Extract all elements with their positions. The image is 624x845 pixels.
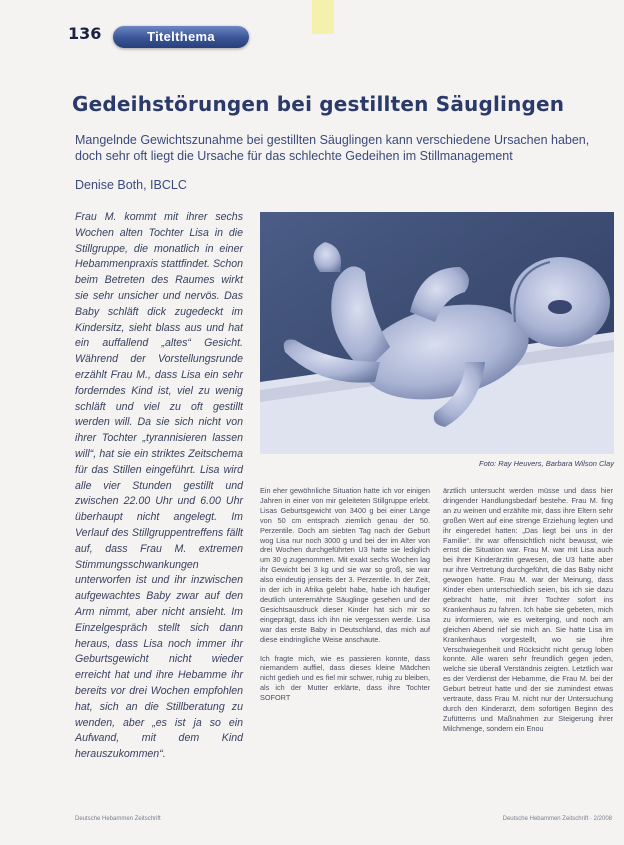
intro-text: Frau M. kommt mit ihrer sechs Wochen alten Tochter Lisa in die Stillgruppe, die monatlich in einer Hebammenpraxis stattfindet. Schon beim Betreten des Raumes wirkt sie sehr unsicher und nervös. Das Baby schläft dick zugedeckt im Kindersitz, sieht blass aus und hat ein auffallend „altes“ Gesicht. Während der Vorstellungsrunde erzählt Frau M., dass Lisa ein sehr forderndes Kind ist, viel zu wenig schläft und viel zu oft gestillt werden will. Da sie sich nicht von ihrer Tochter „tyrannisieren lassen will“, hat sie ein striktes Zeitschema für das Stillen eingeführt. Lisa wird alle vier Stunden gestillt und zwischen 22.00 Uhr und 6.00 Uhr überhaupt nicht angelegt. Im Verlauf des Stillgruppentreffens fällt auf, dass Frau M. extremen Stimmungsschwankungen unterworfen ist und ihr inzwischen aufgewachtes Baby zwar auf den Arm nimmt, aber nicht ansieht. Im Einzelgespräch stellt sich dann heraus, dass Lisa noch immer ihr Geburtsgewicht nicht wieder erreicht hat und ihre Hebamme ihr bereits vor drei Wochen empfohlen hat, sich an die Stillberatung zu wenden, aber „es ist ja so ein Aufwand, mit dem Kind herauszukommen“. (75, 211, 243, 761)
body-paragraph: Ein eher gewöhnliche Situation hatte ich vor einigen Jahren in einer von mir geleiteten Stillgruppe erlebt. Lisas Geburtsgewicht von 3400 g bei einer Länge von 50 cm entsprach ziemlich genau der 50. Perzentile. Doch am siebten Tag nach der Geburt wog Lisa nur noch 3000 g und bei der im Alter von drei Wochen durchgeführten U3 hatte sie lediglich um 30 g zugenommen. Mit exakt sechs Wochen lag ihr Gewicht bei 3 kg und sie war so groß, sie war also eindeutig jenseits der 3. Perzentile. In der Zeit, in der ich in Afrika gelebt habe, habe ich häufiger deutlich unterernährte Säuglinge gesehen und der Gesichtsausdruck dieser Kinder hat sich mir so eingeprägt, dass ich ihn nie vergessen werde. Lisa war das erste Baby in Deutschland, das mich auf diese eindringliche Weise anschaute. (260, 486, 430, 644)
footer-left: Deutsche Hebammen Zeitschrift (75, 816, 161, 822)
article-author: Denise Both, IBCLC (75, 178, 187, 192)
footer-right: Deutsche Hebammen Zeitschrift · 2/2008 (502, 816, 612, 822)
body-paragraph: Ich fragte mich, wie es passieren konnte, dass niemandem auffiel, dass dieses kleine Mädchen nicht gedieh und es fiel mir schwer, ruhig zu bleiben, als ich der Mutter erklärte, dass ihre Tochter SOFORT (260, 653, 430, 703)
article-title: Gedeihstörungen bei gestillten Säuglingen (72, 92, 565, 116)
page-number: 136 (68, 24, 102, 43)
sticky-note-tab (312, 0, 334, 34)
body-column-right (443, 486, 613, 743)
article-lead: Mangelnde Gewichtszunahme bei gestillten Säuglingen kann verschiedene Ursachen haben, doch sehr oft liegt die Ursache für das schlechte Gedeihen im Stillmanagement (75, 133, 590, 163)
section-label: Titelthema (113, 26, 249, 48)
body-column-middle (260, 486, 430, 712)
body-paragraph: ärztlich untersucht werden müsse und dass hier dringender Handlungsbedarf bestehe. Frau M. fing an zu weinen und erzählte mir, dass ihre Eltern sehr großen Wert auf eine strenge Erziehung legten und ihr eingeredet hatten: „Das liegt bei uns in der Familie“. Ihr war offensichtlich nicht bewusst, wie ernst die Situation war. Frau M. war mit Lisa auch bei ihrer Kinderärztin gewesen, die U3 hatte aber nur ihre Vertretung durchgeführt, die das Baby nicht gewogen hatte. Frau M. war der Meinung, dass Kinder eben unterschiedlich seien, bis ich sie dazu gebracht hatte, mit ihrer Tochter sofort ins Krankenhaus zu fahren. Ich habe sie gebeten, mich zu informieren, wie es weiterging, und noch am gleichen Abend rief sie mich an. Sie hatte Lisa im Krankenhaus vorgestellt, wo sie ihre Verschwiegenheit und Rücksicht nicht genug loben konnte. Alle waren sehr freundlich gegen jeden, welche sie überall Verständnis zeigten. Letztlich war es der Verdienst der Hebamme, die Frau M. bei der Geburt betreut hatte und der sie zumindest etwas vertraute, dass Frau M. nicht nur der Untersuchung durch den Kinderarzt, dem sofortigen Beginn des Zufütterns und Maßnahmen zur Steigerung ihrer Milchmenge, sondern ein Enou (443, 486, 613, 733)
baby-on-scale-illustration (260, 212, 614, 454)
baby-photo (260, 212, 614, 454)
photo-credit: Foto: Ray Heuvers, Barbara Wilson Clay (479, 459, 614, 468)
